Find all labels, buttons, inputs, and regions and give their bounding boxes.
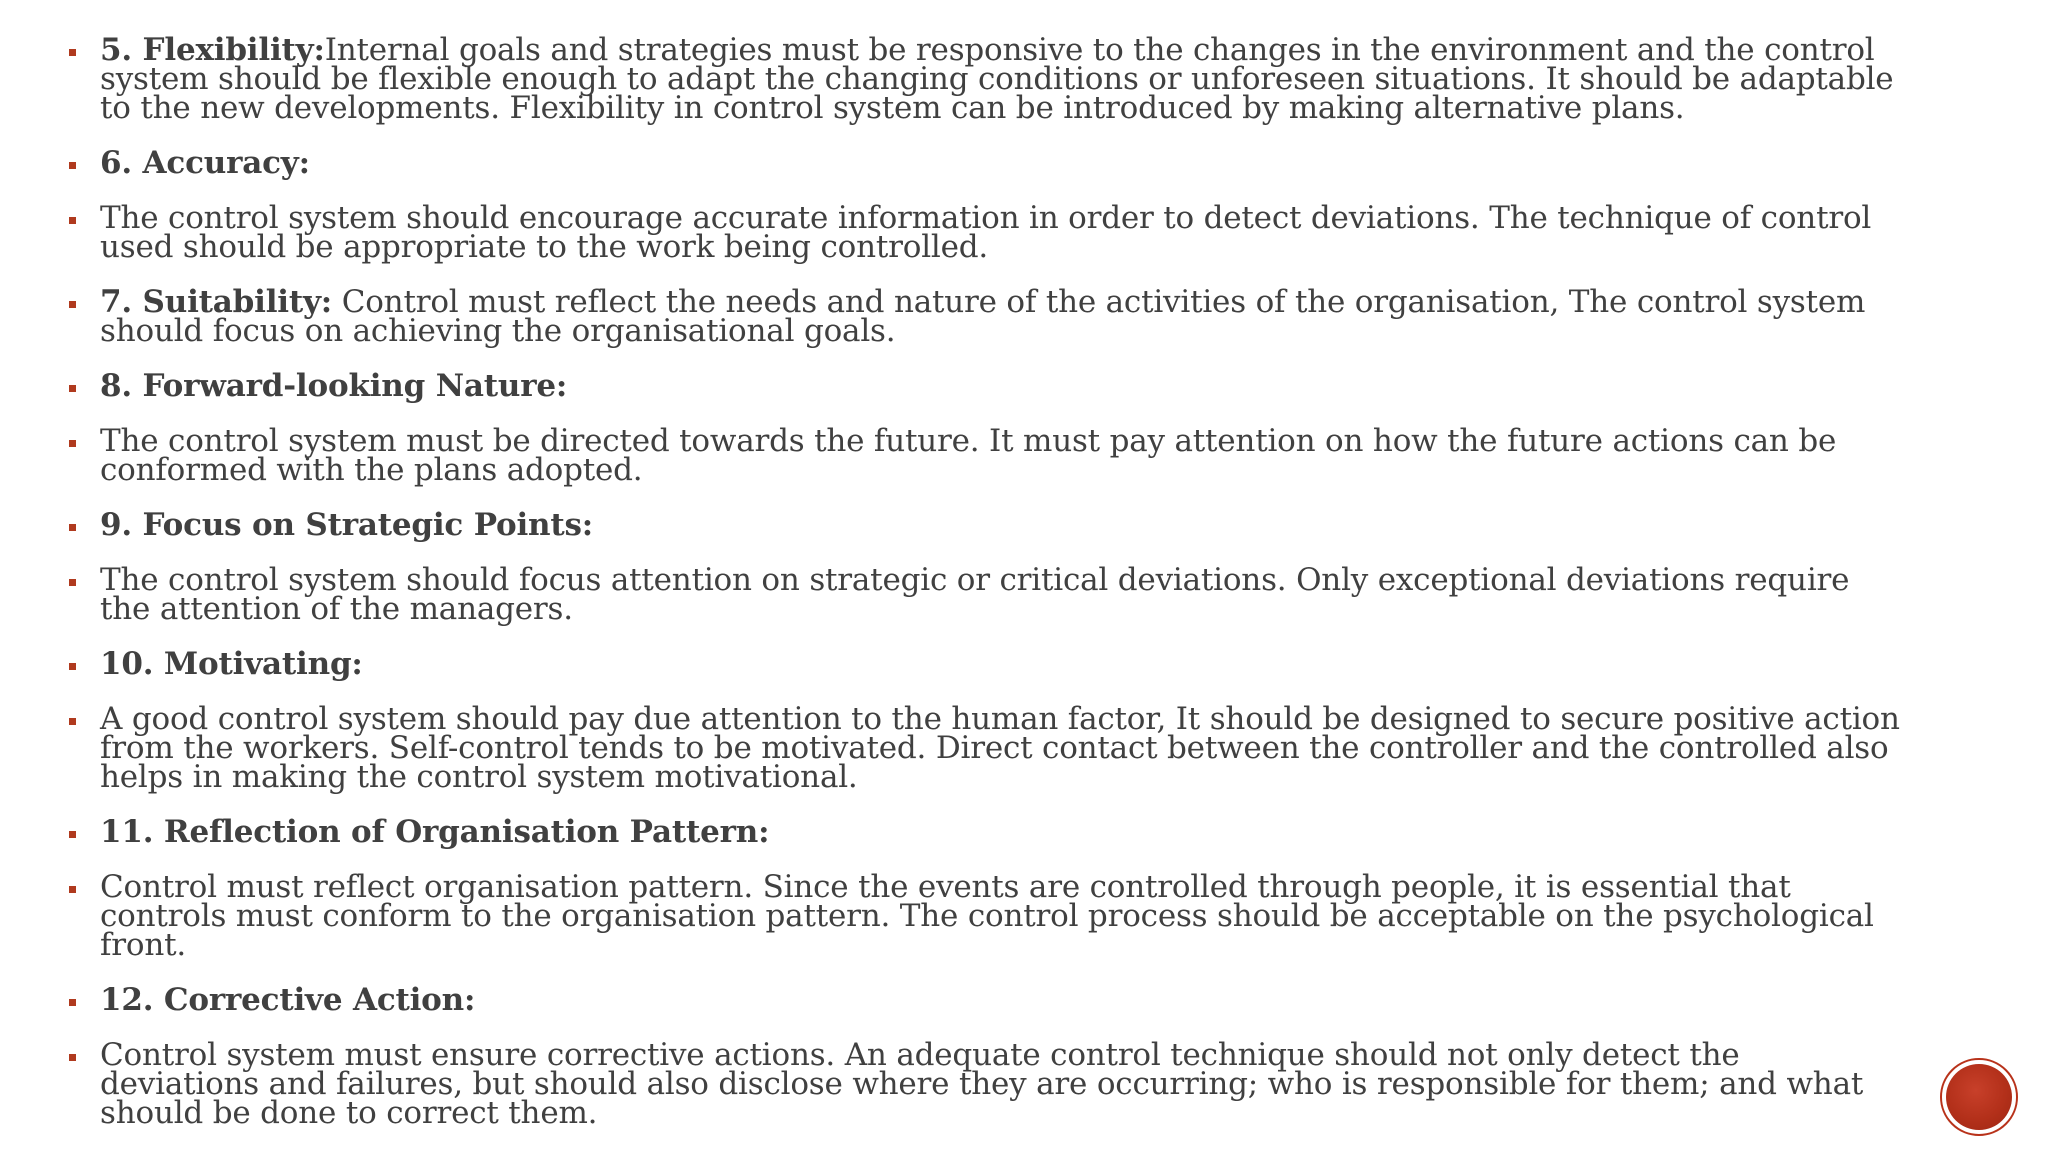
slide-nav-circle-button[interactable] xyxy=(1940,1058,2018,1136)
bullet-text: Control system must ensure corrective actions. An adequate control technique should not only detect the deviations and failures, but should also disclose where they are occurring; who is responsible for them; and what should be done to correct them. xyxy=(100,1037,1864,1131)
bullet-flexibility xyxy=(66,32,1906,126)
bullet-text: The control system should encourage accurate information in order to detect deviations. The technique of control used should be appropriate to the work being controlled. xyxy=(100,200,1872,265)
bullet-motivating-heading xyxy=(66,646,1906,682)
bullet-marker-icon xyxy=(69,217,76,224)
bullet-motivating-body xyxy=(66,701,1906,795)
bullet-marker-icon xyxy=(69,579,76,586)
bullet-text: 6. Accuracy: xyxy=(100,145,310,181)
bullet-marker-icon xyxy=(69,49,76,56)
bullet-strategic-points-heading xyxy=(66,507,1906,543)
bullet-text: Internal goals and strategies must be responsive to the changes in the environment and the control system should be flexible enough to adapt the changing conditions or unforeseen situations. It should be adaptable to the new developments. Flexibility in control system can be introduced by making alternative plans. xyxy=(100,32,1894,126)
bullet-forward-looking-heading xyxy=(66,368,1906,404)
bullet-marker-icon xyxy=(69,999,76,1006)
bullet-list xyxy=(66,32,1906,1154)
bullet-organisation-pattern-body xyxy=(66,869,1906,963)
bullet-marker-icon xyxy=(69,162,76,169)
bullet-text: A good control system should pay due attention to the human factor, It should be designed to secure positive action from the workers. Self-control tends to be motivated. Direct contact between the controller and the controlled also helps in making the control system motivational. xyxy=(100,701,1900,795)
bullet-text: The control system should focus attention on strategic or critical deviations. Only exceptional deviations require the attention of the managers. xyxy=(100,562,1850,627)
bullet-corrective-action-heading xyxy=(66,982,1906,1018)
bullet-text: 10. Motivating: xyxy=(100,646,363,682)
bullet-text: Control must reflect the needs and nature of the activities of the organisation, The control system should focus on achieving the organisational goals. xyxy=(100,284,1866,349)
bullet-accuracy-heading xyxy=(66,145,1906,181)
bullet-suitability xyxy=(66,284,1906,349)
bullet-marker-icon xyxy=(69,663,76,670)
bullet-heading: 7. Suitability: xyxy=(100,284,333,320)
bullet-text: Control must reflect organisation pattern. Since the events are controlled through people, it is essential that controls must conform to the organisation pattern. The control process should be acceptable on the psychological front. xyxy=(100,869,1874,963)
bullet-organisation-pattern-heading xyxy=(66,814,1906,850)
bullet-marker-icon xyxy=(69,301,76,308)
bullet-marker-icon xyxy=(69,440,76,447)
bullet-text: 8. Forward-looking Nature: xyxy=(100,368,568,404)
red-circle-icon xyxy=(1946,1064,2012,1130)
bullet-marker-icon xyxy=(69,718,76,725)
bullet-corrective-action-body xyxy=(66,1037,1906,1131)
bullet-marker-icon xyxy=(69,831,76,838)
bullet-heading: 5. Flexibility: xyxy=(100,32,325,68)
bullet-text: The control system must be directed towards the future. It must pay attention on how the future actions can be conformed with the plans adopted. xyxy=(100,423,1837,488)
bullet-strategic-points-body xyxy=(66,562,1906,627)
bullet-marker-icon xyxy=(69,385,76,392)
bullet-marker-icon xyxy=(69,1054,76,1061)
bullet-accuracy-body xyxy=(66,200,1906,265)
bullet-forward-looking-body xyxy=(66,423,1906,488)
bullet-text: 9. Focus on Strategic Points: xyxy=(100,507,593,543)
bullet-text: 12. Corrective Action: xyxy=(100,982,476,1018)
bullet-text: 11. Reflection of Organisation Pattern: xyxy=(100,814,770,850)
bullet-marker-icon xyxy=(69,524,76,531)
bullet-marker-icon xyxy=(69,886,76,893)
